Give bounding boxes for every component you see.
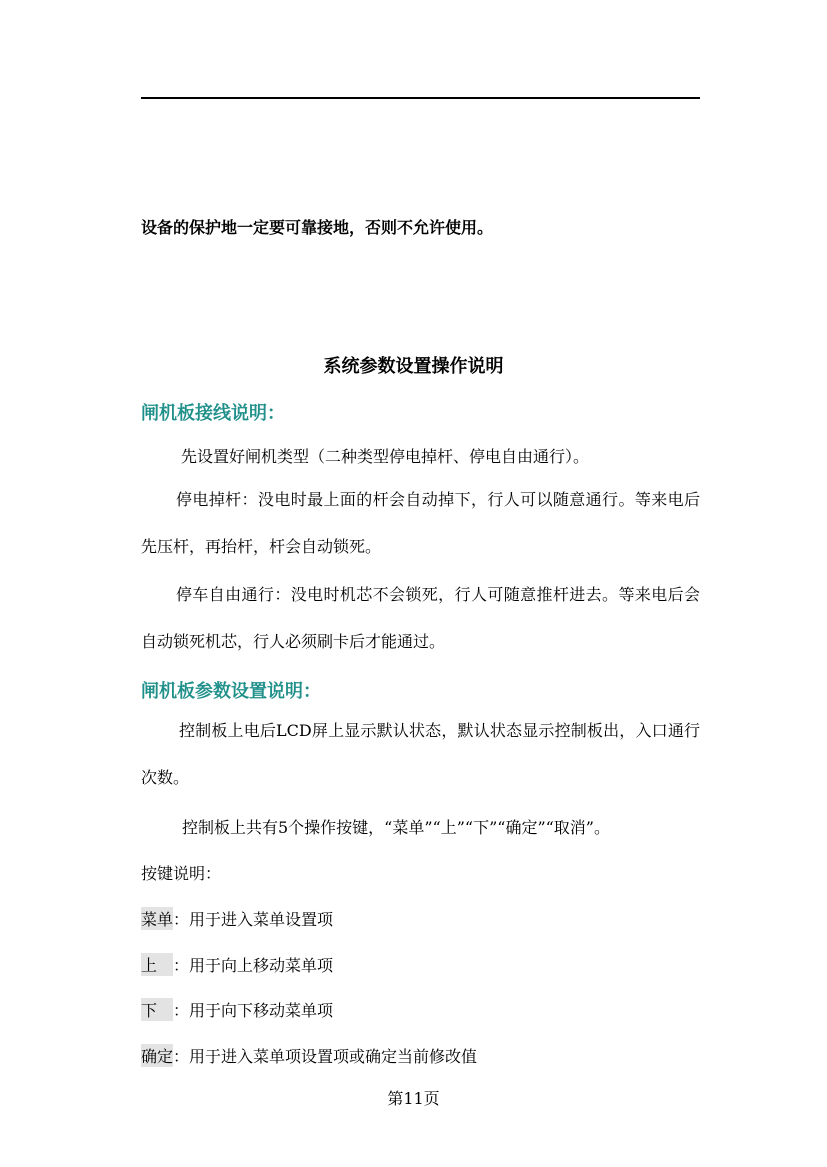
section2-para1: 控制板上电后LCD屏上显示默认状态，默认状态显示控制板出，入口通行次数。 [141,721,700,787]
key-desc: ：用于进入菜单项设置项或确定当前修改值 [173,1047,478,1066]
keys-label: 按键说明： [141,864,222,883]
page-title: 系统参数设置操作说明 [323,356,504,377]
section1-para1: 停电掉杆：没电时最上面的杆会自动掉下，行人可以随意通行。等来电后先压杆，再抬杆，杆会自动锁死。 [141,490,700,556]
section2-para2: 控制板上共有5个操作按键，“菜单”“上”“下”“确定”“取消”。 [182,818,610,837]
key-row-confirm [141,1044,477,1067]
key-name: 菜单 [141,907,173,930]
key-name: 下 [141,998,173,1021]
key-desc: ：用于向下移动菜单项 [173,1001,334,1020]
section1-heading: 闸机板接线说明： [141,403,285,424]
section1-intro: 先设置好闸机类型（二种类型停电掉杆、停电自由通行）。 [181,447,590,466]
section2-heading: 闸机板参数设置说明： [141,681,321,702]
header-rule [141,97,700,99]
key-desc: ：用于向上移动菜单项 [173,956,334,975]
key-row-up [141,953,333,976]
key-desc: ：用于进入菜单设置项 [173,910,334,929]
section1-para2: 停车自由通行：没电时机芯不会锁死，行人可随意推杆进去。等来电后会自动锁死机芯，行人必须刷卡后才能通过。 [141,585,700,651]
warning-text: 设备的保护地一定要可靠接地，否则不允许使用。 [141,218,494,237]
key-row-menu [141,907,333,930]
page-number: 第11页 [387,1089,440,1108]
key-name: 上 [141,953,173,976]
key-row-down [141,998,333,1021]
key-name: 确定 [141,1044,173,1067]
